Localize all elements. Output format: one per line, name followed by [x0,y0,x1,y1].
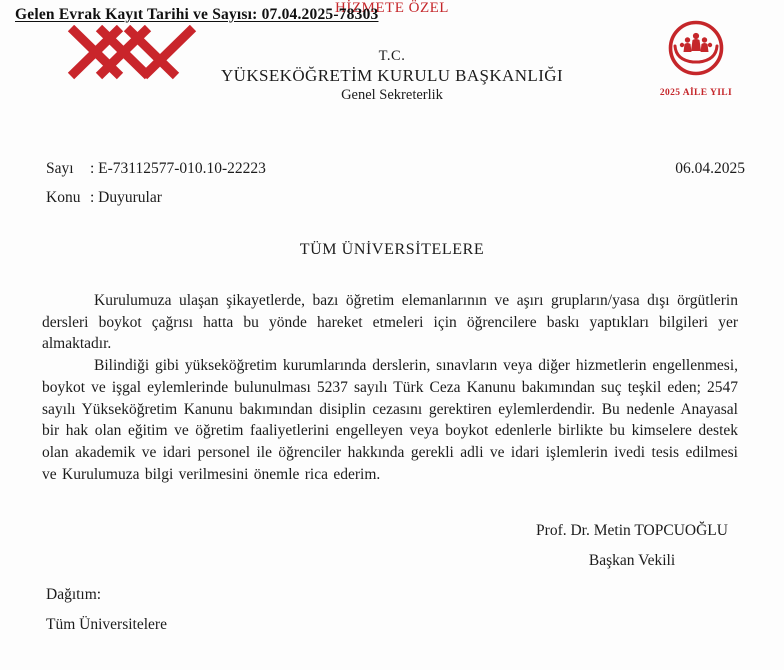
republic-label: T.C. [378,48,406,64]
distribution-block [46,586,167,634]
subject-title: TÜM ÜNİVERSİTELERE [299,241,485,258]
distribution-item: Tüm Üniversitelere [46,616,167,633]
distribution-label: Dağıtım: [46,586,102,603]
document-meta [46,160,266,218]
family-year-emblem [654,20,738,98]
sayi-value: : E-73112577-010.10-22223 [90,160,266,177]
signatory-title: Başkan Vekili [588,552,676,569]
konu-value: : Duyurular [90,189,162,206]
signatory-name: Prof. Dr. Metin TOPCUOĞLU [536,522,728,539]
signature-block [482,516,782,576]
institution-name: YÜKSEKÖĞRETİM KURULU BAŞKANLIĞI [221,66,563,86]
konu-label: Konu [46,189,81,206]
family-year-emblem-icon [663,20,729,82]
classification-banner: HİZMETE ÖZEL [335,0,449,16]
konu-row [46,189,266,209]
document-date: 06.04.2025 [675,160,745,177]
incoming-registry-stamp: Gelen Evrak Kayıt Tarihi ve Sayısı: 07.04.2025-78303 [15,6,379,23]
letter-body [42,290,738,485]
department-name: Genel Sekreterlik [341,87,443,104]
emblem-caption: 2025 AİLE YILI [659,88,733,98]
sayi-label: Sayı [46,160,74,177]
body-paragraph: Kurulumuza ulaşan şikayetlerde, bazı öğretim elemanlarının ve aşırı grupların/yasa dışı örgütlerin dersleri boykot çağrısı hatta bu yönde hareket etmeleri için öğrencilere baskı yaptıkları bilgileri yer almaktadır. [42,292,738,353]
sayi-row [46,160,266,180]
body-paragraph: Bilindiği gibi yükseköğretim kurumlarında derslerin, sınavların veya diğer hizmetlerin engellenmesi, boykot ve işgal eylemlerinde bulunulması 5237 sayılı Türk Ceza Kanunu bakımından suç teşkil eden; 2547 sayılı Yükseköğretim Kanunu bakımından disiplin cezasını gerektiren eylemlerdendir. Bu nedenle Anayasal bir hak olan eğitim ve öğretim faaliyetlerini engelleyen veya boykot edenlerle birlikte bu kimselere destek olan akademik ve idari personel ile öğrenciler hakkında gerekli adli ve idari işlemlerin ivedi tesis edilmesi ve Kurulumuza bilgi verilmesini önemle rica ederim. [42,357,738,483]
